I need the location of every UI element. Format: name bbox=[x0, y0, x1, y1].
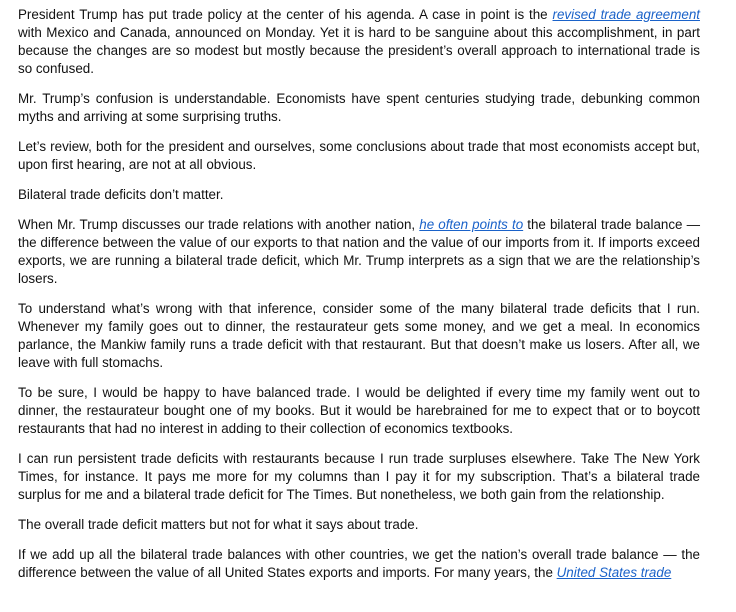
paragraph-bilateral-balance bbox=[18, 216, 700, 288]
paragraph-intro bbox=[18, 6, 700, 78]
section-heading-overall-deficit: The overall trade deficit matters but not for what it says about trade. bbox=[18, 517, 419, 532]
paragraph-trade-surplus: I can run persistent trade deficits with restaurants because I run trade surpluses elsewhere. Take The New York Times, for instance. It pays me more for my columns than I pay it for my subscription. That’s a bilateral trade surplus for me and a bilateral trade deficit for The Times. But nonetheless, we both gain from the relationship. bbox=[18, 451, 700, 502]
section-heading-bilateral-deficits: Bilateral trade deficits don’t matter. bbox=[18, 187, 224, 202]
article-body bbox=[18, 6, 700, 594]
paragraph-confusion: Mr. Trump’s confusion is understandable. Economists have spent centuries studying trade, debunking common myths and arriving at some surprising truths. bbox=[18, 91, 700, 124]
paragraph-review: Let’s review, both for the president and ourselves, some conclusions about trade that most economists accept but, upon first hearing, are not at all obvious. bbox=[18, 139, 700, 172]
paragraph-intro-text-after: with Mexico and Canada, announced on Monday. Yet it is hard to be sanguine about this accomplishment, in part because the changes are so modest but mostly because the president’s overall approach to international trade is so confused. bbox=[18, 25, 700, 76]
revised-trade-agreement-link[interactable]: revised trade agreement bbox=[552, 7, 700, 22]
paragraph-overall-balance bbox=[18, 546, 700, 582]
paragraph-overall-text-before: If we add up all the bilateral trade balances with other countries, we get the nation’s overall trade balance — the difference between the value of all United States exports and imports. For many years, the bbox=[18, 547, 700, 580]
paragraph-restaurant-deficit: To understand what’s wrong with that inference, consider some of the many bilateral trade deficits that I run. Whenever my family goes out to dinner, the restaurateur gets some money, and we get a meal. In economics parlance, the Mankiw family runs a trade deficit with that restaurant. But that doesn’t make us losers. After all, we leave with full stomachs. bbox=[18, 301, 700, 370]
he-often-points-to-link[interactable]: he often points to bbox=[419, 217, 524, 232]
paragraph-balanced-trade: To be sure, I would be happy to have balanced trade. I would be delighted if every time my family went out to dinner, the restaurateur bought one of my books. But it would be harebrained for me to expect that or to boycott restaurants that had no interest in adding to their collection of economics textbooks. bbox=[18, 385, 700, 436]
paragraph-bilateral-text-after: the bilateral trade balance — the difference between the value of our exports to that nation and the value of our imports from it. If imports exceed exports, we are running a bilateral trade deficit, which Mr. Trump interprets as a sign that we are the relationship’s losers. bbox=[18, 217, 700, 286]
united-states-trade-link[interactable]: United States trade bbox=[556, 565, 672, 580]
paragraph-intro-text-before: President Trump has put trade policy at the center of his agenda. A case in point is the bbox=[18, 7, 553, 22]
paragraph-bilateral-text-before: When Mr. Trump discusses our trade relations with another nation, bbox=[18, 217, 420, 232]
